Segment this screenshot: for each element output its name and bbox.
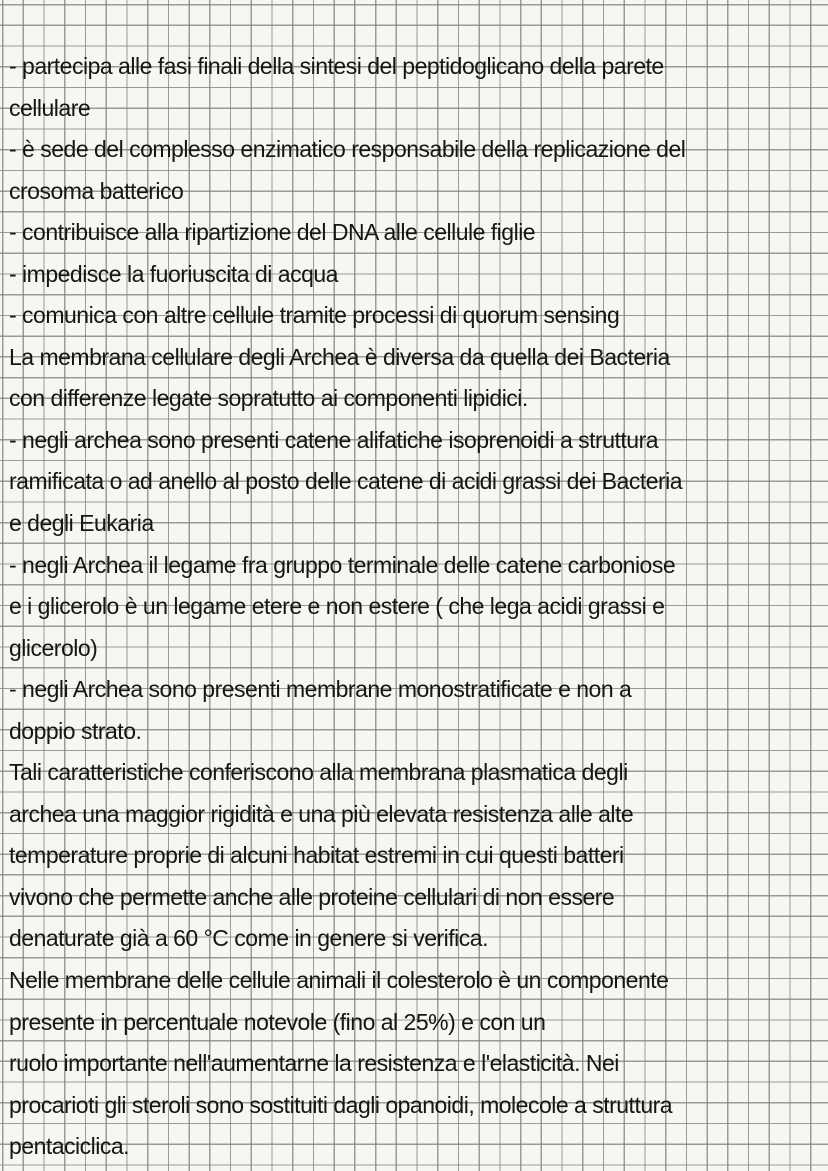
text-line: - contribuisce alla ripartizione del DNA alle cellule figlie bbox=[9, 219, 536, 246]
text-line: cellulare bbox=[9, 94, 91, 121]
text-line: presente in percentuale notevole (fino al 25%) e con un bbox=[9, 1008, 546, 1035]
note-text bbox=[9, 46, 826, 1171]
text-line: vivono che permette anche alle proteine cellulari di non essere bbox=[9, 883, 615, 910]
text-line: procarioti gli steroli sono sostituiti dagli opanoidi, molecole a struttura bbox=[9, 1091, 673, 1118]
text-line: Nelle membrane delle cellule animali il colesterolo è un componente bbox=[9, 967, 669, 994]
text-line: ruolo importante nell'aumentarne la resistenza e l'elasticità. Nei bbox=[9, 1050, 619, 1077]
text-line: - impedisce la fuoriuscita di acqua bbox=[9, 260, 338, 287]
text-line: e degli Eukaria bbox=[9, 510, 154, 537]
text-line: Tali caratteristiche conferiscono alla membrana plasmatica degli bbox=[9, 759, 628, 786]
text-line: La membrana cellulare degli Archea è diversa da quella dei Bacteria bbox=[9, 343, 670, 370]
text-line: con differenze legate sopratutto ai componenti lipidici. bbox=[9, 385, 528, 412]
text-line: doppio strato. bbox=[9, 717, 142, 744]
text-line: - è sede del complesso enzimatico responsabile della replicazione del bbox=[9, 136, 686, 163]
text-line: - negli Archea sono presenti membrane monostratificate e non a bbox=[9, 676, 632, 703]
text-line: - partecipa alle fasi finali della sintesi del peptidoglicano della parete bbox=[9, 53, 664, 79]
text-line: pentaciclica. bbox=[9, 1133, 130, 1160]
text-line: - comunica con altre cellule tramite processi di quorum sensing bbox=[9, 302, 620, 329]
text-line: - negli archea sono presenti catene alifatiche isoprenoidi a struttura bbox=[9, 426, 659, 453]
text-line: e i glicerolo è un legame etere e non estere ( che lega acidi grassi e bbox=[9, 593, 665, 620]
text-line: denaturate già a 60 °C come in genere si verifica. bbox=[9, 925, 488, 952]
text-line: crosoma batterico bbox=[9, 177, 184, 204]
text-line: - negli Archea il legame fra gruppo terminale delle catene carboniose bbox=[9, 551, 676, 578]
text-line: glicerolo) bbox=[9, 634, 98, 661]
text-line: temperature proprie di alcuni habitat estremi in cui questi batteri bbox=[9, 842, 624, 869]
text-line: archea una maggior rigidità e una più elevata resistenza alle alte bbox=[9, 800, 634, 827]
text-line: ramificata o ad anello al posto delle catene di acidi grassi dei Bacteria bbox=[9, 468, 683, 495]
